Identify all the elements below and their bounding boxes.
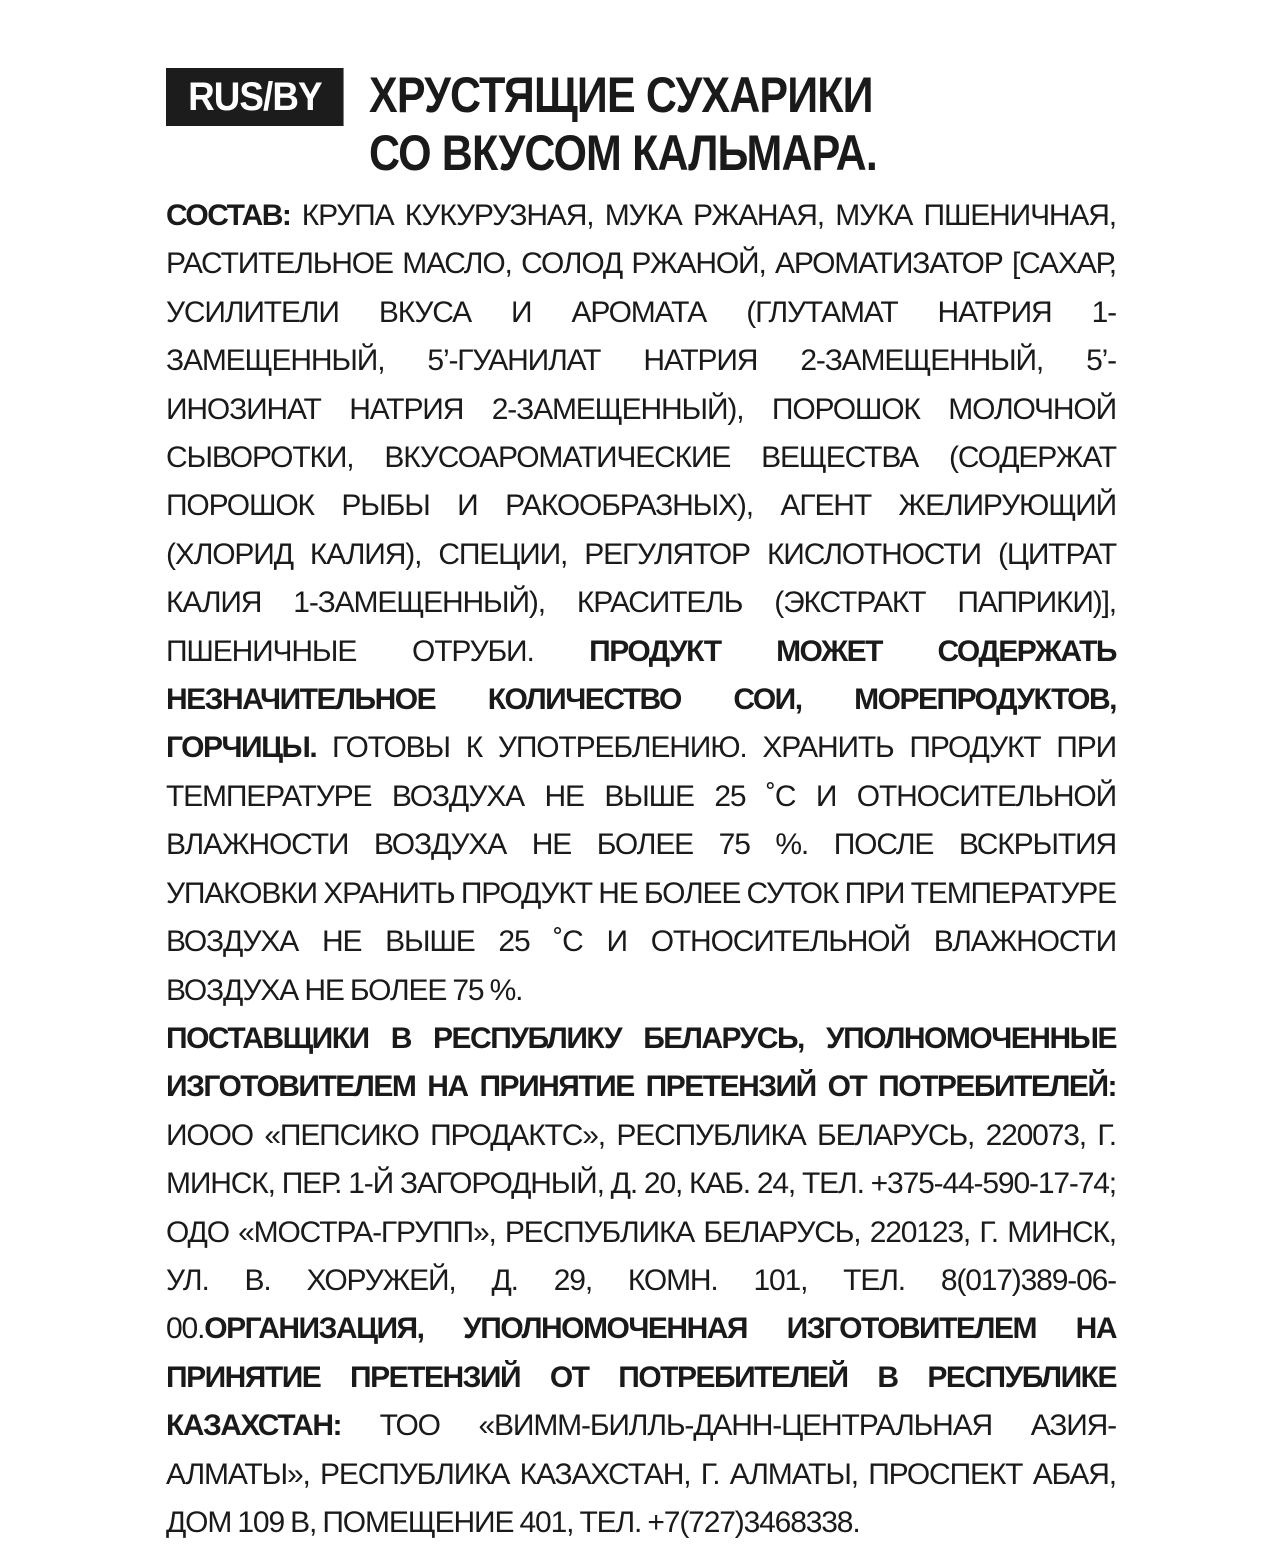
label-body xyxy=(166,192,1116,1547)
kz-organization-text: ТОО «ВИММ-БИЛЛЬ-ДАНН-ЦЕНТРАЛЬНАЯ АЗИЯ-АЛМАТЫ», РЕСПУБЛИКА КАЗАХСТАН, Г. АЛМАТЫ, ПРОСПЕКТ АБАЯ, ДОМ 109 В, ПОМЕЩЕНИЕ 401, ТЕЛ. +7(727)3468338. xyxy=(166,1409,1116,1539)
product-title-line-2: СО ВКУСОМ КАЛЬМАРА. xyxy=(369,125,878,181)
language-badge: RUS/BY xyxy=(166,68,344,126)
composition-text: КРУПА КУКУРУЗНАЯ, МУКА РЖАНАЯ, МУКА ПШЕНИЧНАЯ, РАСТИТЕЛЬНОЕ МАСЛО, СОЛОД РЖАНОЙ, АРОМАТИЗАТОР [САХАР, УСИЛИТЕЛИ ВКУСА И АРОМАТА (ГЛУТАМАТ НАТРИЯ 1-ЗАМЕЩЕННЫЙ, 5’-ГУАНИЛАТ НАТРИЯ 2-ЗАМЕЩЕННЫЙ, 5’-ИНОЗИНАТ НАТРИЯ 2-ЗАМЕЩЕННЫЙ), ПОРОШОК МОЛОЧНОЙ СЫВОРОТКИ, ВКУСОАРОМАТИЧЕСКИЕ ВЕЩЕСТВА (СОДЕРЖАТ ПОРОШОК РЫБЫ И РАКООБРАЗНЫХ), АГЕНТ ЖЕЛИРУЮЩИЙ (ХЛОРИД КАЛИЯ), СПЕЦИИ, РЕГУЛЯТОР КИСЛОТНОСТИ (ЦИТРАТ КАЛИЯ 1-ЗАМЕЩЕННЫЙ), КРАСИТЕЛЬ (ЭКСТРАКТ ПАПРИКИ)], ПШЕНИЧНЫЕ ОТРУБИ. xyxy=(166,199,1116,668)
by-suppliers-label: ПОСТАВЩИКИ В РЕСПУБЛИКУ БЕЛАРУСЬ, УПОЛНОМОЧЕННЫЕ ИЗГОТОВИТЕЛЕМ НА ПРИНЯТИЕ ПРЕТЕНЗИЙ ОТ ПОТРЕБИТЕЛЕЙ: xyxy=(166,1021,1116,1104)
product-label xyxy=(166,68,1116,1547)
product-title xyxy=(369,66,877,182)
suppliers-paragraph xyxy=(166,1015,1116,1547)
by-suppliers-text: ИООО «ПЕПСИКО ПРОДАКТС», РЕСПУБЛИКА БЕЛАРУСЬ, 220073, Г. МИНСК, ПЕР. 1-Й ЗАГОРОДНЫЙ, Д. 20, КАБ. 24, ТЕЛ. +375-44-590-17-74; ОДО «МОСТРА-ГРУПП», РЕСПУБЛИКА БЕЛАРУСЬ, 220123, Г. МИНСК, УЛ. В. ХОРУЖЕЙ, Д. 29, КОМН. 101, ТЕЛ. 8(017)389-06-00. xyxy=(166,1118,1116,1346)
composition-label: СОСТАВ: xyxy=(166,199,291,232)
composition-paragraph xyxy=(166,192,1116,1015)
label-header xyxy=(166,68,1116,182)
allergen-warning: ПРОДУКТ МОЖЕТ СОДЕРЖАТЬ НЕЗНАЧИТЕЛЬНОЕ КОЛИЧЕСТВО СОИ, МОРЕПРОДУКТОВ, ГОРЧИЦЫ. xyxy=(166,634,1116,765)
storage-conditions: ГОТОВЫ К УПОТРЕБЛЕНИЮ. ХРАНИТЬ ПРОДУКТ ПРИ ТЕМПЕРАТУРЕ ВОЗДУХА НЕ ВЫШЕ 25 ˚С И ОТНОСИТЕЛЬНОЙ ВЛАЖНОСТИ ВОЗДУХА НЕ БОЛЕЕ 75 %. ПОСЛЕ ВСКРЫТИЯ УПАКОВКИ ХРАНИТЬ ПРОДУКТ НЕ БОЛЕЕ СУТОК ПРИ ТЕМПЕРАТУРЕ ВОЗДУХА НЕ ВЫШЕ 25 ˚С И ОТНОСИТЕЛЬНОЙ ВЛАЖНОСТИ ВОЗДУХА НЕ БОЛЕЕ 75 %. xyxy=(166,731,1116,1007)
kz-organization-label: ОРГАНИЗАЦИЯ, УПОЛНОМОЧЕННАЯ ИЗГОТОВИТЕЛЕМ НА ПРИНЯТИЕ ПРЕТЕНЗИЙ ОТ ПОТРЕБИТЕЛЕЙ В РЕСПУБЛИКЕ КАЗАХСТАН: xyxy=(166,1312,1116,1443)
product-title-line-1: ХРУСТЯЩИЕ СУХАРИКИ xyxy=(369,67,873,123)
